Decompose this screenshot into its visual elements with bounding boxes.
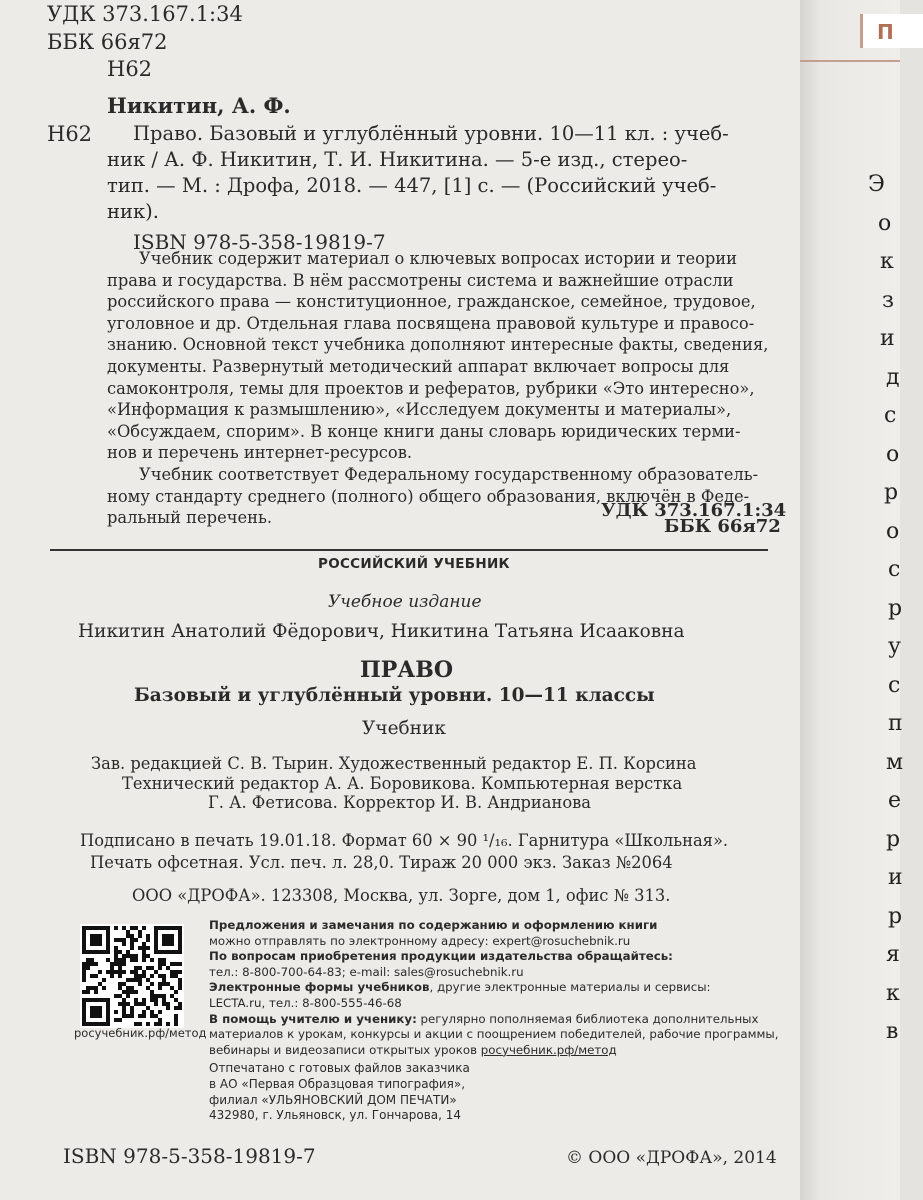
facing-page-letter: о bbox=[886, 441, 900, 467]
abstract-line: права и государства. В нём рассмотрены система и важнейшие отрасли bbox=[107, 270, 734, 290]
facing-page-edge bbox=[800, 0, 904, 1200]
facing-page-letter: с bbox=[888, 557, 901, 582]
abstract-line: самоконтроля, темы для проектов и рефератов, рубрики «Это интересно», bbox=[107, 378, 755, 398]
facing-page-letter: к bbox=[886, 980, 900, 1006]
header-udk: УДК 373.167.1:34 bbox=[47, 2, 243, 26]
contacts-text-3b: LECTA.ru, тел.: 8-800-555-46-68 bbox=[209, 995, 402, 1010]
facing-page-letter: п bbox=[888, 711, 903, 736]
staff-line-1: Зав. редакцией С. В. Тырин. Художественный редактор Е. П. Корсина bbox=[91, 754, 697, 773]
publisher-address: ООО «ДРОФА». 123308, Москва, ул. Зорге, дом 1, офис № 313. bbox=[132, 886, 671, 905]
printer-block bbox=[209, 1061, 470, 1124]
contacts-line-4 bbox=[209, 1012, 778, 1028]
facing-page-letter: и bbox=[888, 865, 903, 890]
contacts-text-4c: вебинары и видеозаписи открытых уроков bbox=[209, 1042, 481, 1057]
abstract bbox=[107, 248, 768, 529]
contacts-heading-1: Предложения и замечания по содержанию и оформлению книги bbox=[209, 918, 658, 932]
abstract-line: Учебник содержит материал о ключевых вопросах истории и теории bbox=[139, 249, 738, 268]
bib-line-2: ник / А. Ф. Никитин, Т. И. Никитина. — 5-е изд., стерео- bbox=[107, 148, 688, 171]
facing-page-letter: в bbox=[886, 1019, 899, 1044]
abstract-bbk: ББК 66я72 bbox=[664, 516, 781, 537]
series-label: РОССИЙСКИЙ УЧЕБНИК bbox=[318, 556, 510, 572]
footer-copyright: © ООО «ДРОФА», 2014 bbox=[566, 1148, 777, 1168]
abstract-line: ному стандарту среднего (полного) общего образования, включён в Феде- bbox=[107, 486, 750, 506]
print-info-1: Подписано в печать 19.01.18. Формат 60 × 90 ¹/₁₆. Гарнитура «Школьная». bbox=[80, 831, 729, 850]
contacts-line-3 bbox=[209, 980, 778, 996]
abstract-line: документы. Развернутый методический аппарат включает вопросы для bbox=[107, 356, 730, 376]
facing-page-letter: Э bbox=[868, 172, 885, 197]
printer-line: в АО «Первая Образцовая типография», bbox=[209, 1076, 466, 1091]
contacts-heading-3: Электронные формы учебников bbox=[209, 980, 430, 995]
contacts-block bbox=[209, 918, 778, 1058]
facing-page-letter: р bbox=[884, 480, 899, 505]
facing-page-tab bbox=[860, 14, 923, 48]
contacts-text-4a: регулярно пополняемая библиотека дополнительных bbox=[416, 1011, 759, 1026]
facing-page-letter: д bbox=[886, 364, 900, 390]
bib-author: Никитин, А. Ф. bbox=[107, 93, 291, 118]
abstract-line: Учебник соответствует Федеральному государственному образователь- bbox=[139, 464, 759, 484]
contacts-text-2: тел.: 8-800-700-64-83; e-mail: sales@rosuchebnik.ru bbox=[209, 964, 524, 979]
footer-isbn: ISBN 978-5-358-19819-7 bbox=[63, 1144, 316, 1168]
facing-page-letter: о bbox=[886, 518, 900, 544]
contacts-heading-4: В помощь учителю и ученику: bbox=[209, 1011, 417, 1026]
facing-page-tab-letter: П bbox=[877, 20, 894, 44]
facing-page-letter: з bbox=[882, 287, 894, 313]
qr-code[interactable] bbox=[80, 924, 184, 1028]
qr-caption: росучебник.рф/метод bbox=[74, 1026, 207, 1040]
printer-line: 432980, г. Ульяновск, ул. Гончарова, 14 bbox=[209, 1108, 462, 1123]
staff-line-2: Технический редактор А. А. Боровикова. Компьютерная верстка bbox=[122, 774, 683, 793]
abstract-line: российского права — конституционное, гражданское, семейное, трудовое, bbox=[107, 292, 756, 312]
facing-page-letter: с bbox=[888, 672, 901, 698]
book-title: ПРАВО bbox=[360, 657, 453, 683]
bib-line-1: Право. Базовый и углублённый уровни. 10—11 кл. : учеб- bbox=[133, 122, 729, 145]
facing-page-rule bbox=[800, 60, 900, 62]
facing-page-letter: м bbox=[886, 749, 904, 775]
abstract-line: ральный перечень. bbox=[107, 508, 273, 528]
printer-line: Отпечатано с готовых файлов заказчика bbox=[209, 1061, 470, 1075]
contacts-heading-2: По вопросам приобретения продукции издательства обращайтесь: bbox=[209, 949, 673, 964]
bib-code: Н62 bbox=[47, 122, 93, 146]
book-kind: Учебник bbox=[362, 718, 446, 739]
abstract-line: уголовное и др. Отдельная глава посвящена правовой культуре и правосо- bbox=[107, 313, 755, 333]
abstract-line: «Обсуждаем, спорим». В конце книги даны словарь юридических терми- bbox=[107, 421, 741, 441]
staff-line-3: Г. А. Фетисова. Корректор И. В. Андрианова bbox=[208, 793, 592, 812]
facing-page-letter: у bbox=[888, 634, 901, 659]
facing-page-letter: р bbox=[888, 595, 903, 621]
divider-rule bbox=[50, 549, 768, 551]
facing-page-letter: о bbox=[878, 210, 892, 236]
bib-line-4: ник). bbox=[107, 200, 159, 223]
facing-page-letter: с bbox=[884, 403, 897, 428]
metod-link[interactable]: росучебник.рф/метод bbox=[480, 1042, 617, 1057]
bib-line-3: тип. — М. : Дрофа, 2018. — 447, [1] с. — (Российский учеб- bbox=[107, 174, 717, 197]
contacts-text-1: можно отправлять по электронному адресу: expert@rosuchebnik.ru bbox=[209, 933, 631, 948]
abstract-line: «Информация к размышлению», «Исследуем документы и материалы», bbox=[107, 400, 732, 420]
facing-page-letter: и bbox=[880, 326, 895, 351]
printer-line: филиал «УЛЬЯНОВСКИЙ ДОМ ПЕЧАТИ» bbox=[209, 1092, 457, 1107]
abstract-udk: УДК 373.167.1:34 bbox=[601, 500, 787, 521]
facing-page-letter: к bbox=[880, 249, 894, 274]
bib-isbn: ISBN 978-5-358-19819-7 bbox=[133, 230, 386, 254]
abstract-line: нов и перечень интернет-ресурсов. bbox=[107, 443, 413, 463]
contacts-text-4b: материалов к урокам, конкурсы и акции с поощрением победителей, рабочие программы, bbox=[209, 1027, 779, 1042]
abstract-line: знанию. Основной текст учебника дополняют интересные факты, сведения, bbox=[107, 335, 769, 355]
facing-page-letter: р bbox=[888, 903, 903, 929]
contacts-line-5 bbox=[209, 1043, 778, 1059]
header-bbk: ББК 66я72 bbox=[47, 30, 168, 54]
edition-type: Учебное издание bbox=[328, 592, 482, 612]
facing-page-letter: я bbox=[886, 942, 900, 967]
book-subtitle: Базовый и углублённый уровни. 10—11 классы bbox=[134, 685, 655, 706]
facing-page-letter: р bbox=[886, 826, 901, 852]
facing-page-letter: е bbox=[888, 788, 902, 813]
header-code: Н62 bbox=[107, 57, 153, 81]
authors-full: Никитин Анатолий Фёдорович, Никитина Татьяна Исааковна bbox=[78, 621, 685, 642]
contacts-text-3a: , другие электронные материалы и сервисы: bbox=[429, 980, 711, 995]
print-info-2: Печать офсетная. Усл. печ. л. 28,0. Тираж 20 000 экз. Заказ №2064 bbox=[90, 853, 673, 872]
